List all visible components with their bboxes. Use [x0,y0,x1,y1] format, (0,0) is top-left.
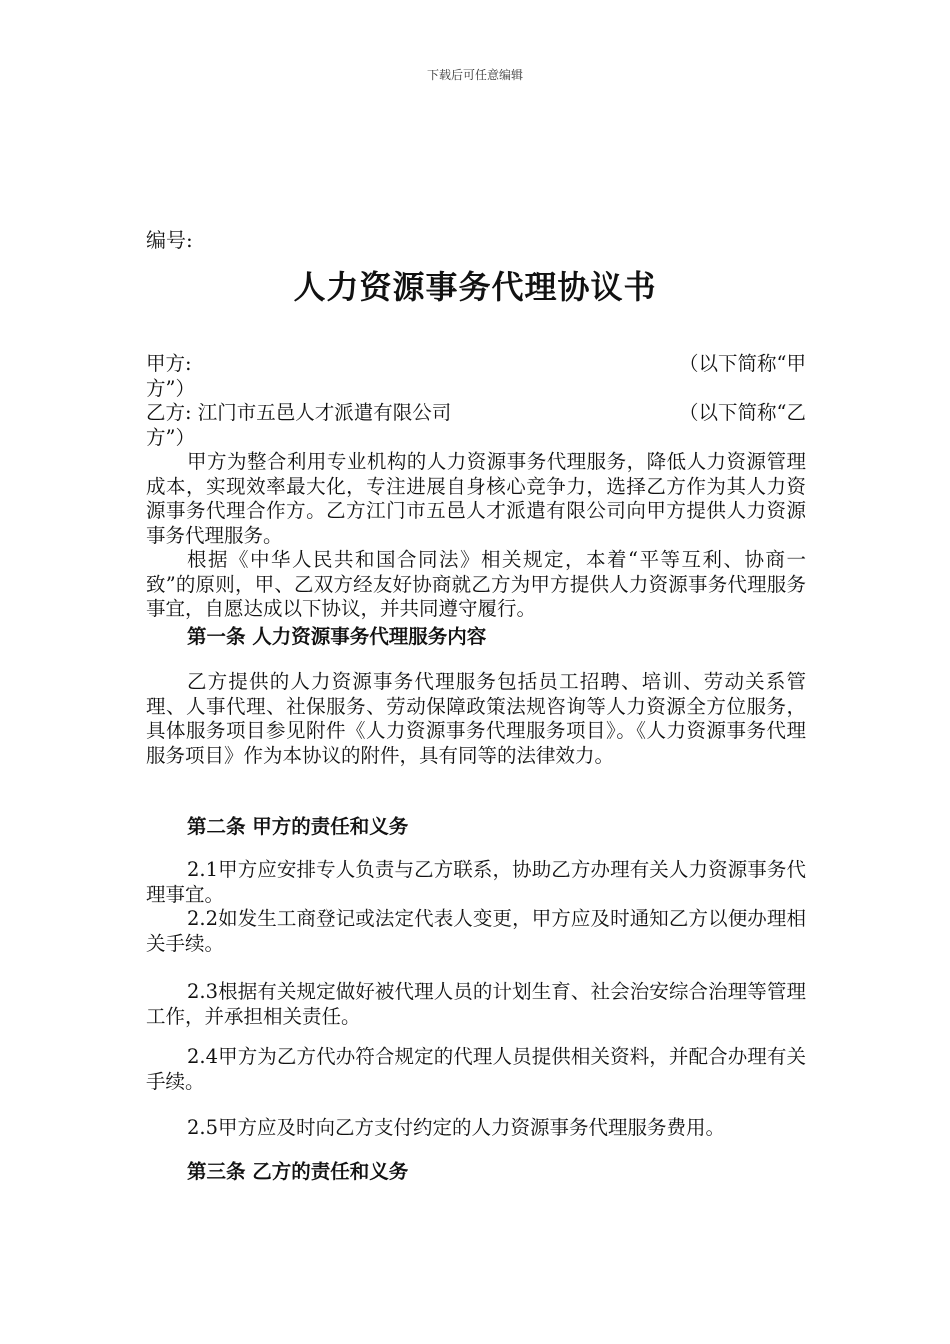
party-b-label: 乙方: 江门市五邑人才派遣有限公司 [146,401,452,424]
intro-paragraph-1: 甲方为整合利用专业机构的人力资源事务代理服务，降低人力资源管理成本，实现效率最大化，专注进展自身核心竞争力，选择乙方作为其人力资源事务代理合作方。乙方江门市五邑人才派遣有限公司向甲方提供人力资源事务代理服务。 [146,450,806,547]
clause-2-3: 2.3根据有关规定做好被代理人员的计划生育、社会治安综合治理等管理工作，并承担相关责任。 [146,980,806,1028]
document-title: 人力资源事务代理协议书 [293,268,657,306]
article-1-heading: 第一条 人力资源事务代理服务内容 [187,625,487,648]
party-a-block [146,352,806,401]
serial-number-label: 编号: [146,228,193,252]
party-a-abbr: （以下简称“甲 [679,352,806,375]
clause-2-5: 2.5甲方应及时向乙方支付约定的人力资源事务代理服务费用。 [187,1116,726,1139]
party-a-label: 甲方: [146,352,192,375]
header-note: 下载后可任意编辑 [426,68,523,82]
clause-2-1: 2.1甲方应安排专人负责与乙方联系，协助乙方办理有关人力资源事务代理事宜。 [146,858,806,906]
party-a-abbr-wrap: 方”） [146,376,195,400]
party-b-abbr: （以下简称“乙 [679,401,806,424]
article-2-heading: 第二条 甲方的责任和义务 [187,815,409,838]
clause-2-2: 2.2如发生工商登记或法定代表人变更，甲方应及时通知乙方以便办理相关手续。 [146,907,806,955]
intro-paragraph-2: 根据《中华人民共和国合同法》相关规定，本着“平等互利、协商一致”的原则，甲、乙双方经友好协商就乙方为甲方提供人力资源事务代理服务事宜，自愿达成以下协议，并共同遵守履行。 [146,548,806,620]
article-1-body: 乙方提供的人力资源事务代理服务包括员工招聘、培训、劳动关系管理、人事代理、社保服务、劳动保障政策法规咨询等人力资源全方位服务，具体服务项目参见附件《人力资源事务代理服务项目》。《人力资源事务代理服务项目》作为本协议的附件，具有同等的法律效力。 [146,670,806,767]
clause-2-4: 2.4甲方为乙方代办符合规定的代理人员提供相关资料，并配合办理有关手续。 [146,1045,806,1093]
party-b-block [146,401,806,450]
party-b-abbr-wrap: 方”） [146,425,195,449]
article-3-heading: 第三条 乙方的责任和义务 [187,1160,409,1183]
